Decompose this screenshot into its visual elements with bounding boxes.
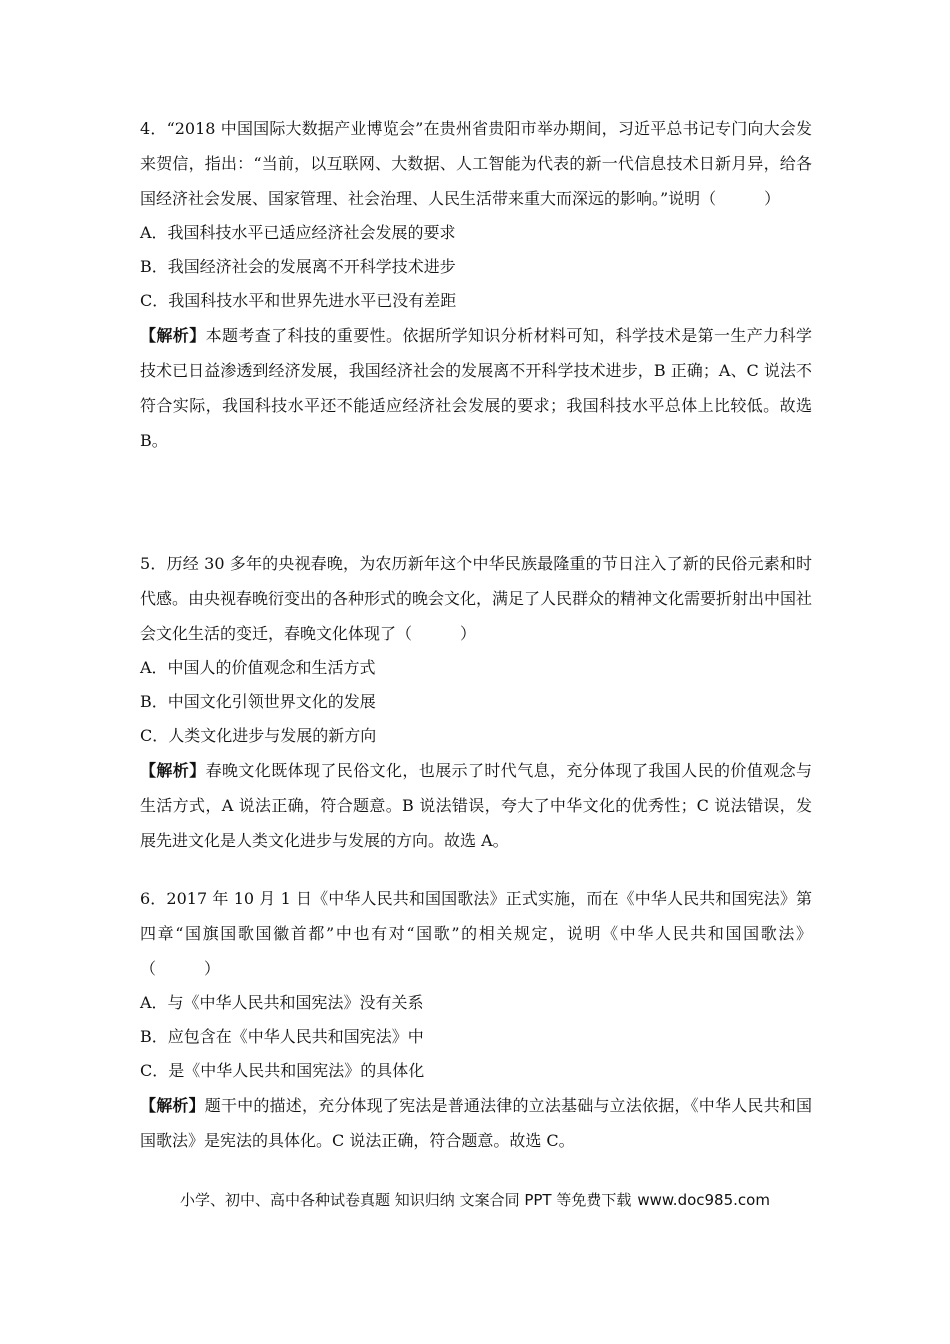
option-c: C．我国科技水平和世界先进水平已没有差距	[140, 291, 457, 310]
option-a: A．我国科技水平已适应经济社会发展的要求	[140, 223, 456, 242]
page-footer	[0, 1189, 950, 1210]
option-b: B．我国经济社会的发展离不开科学技术进步	[140, 257, 456, 276]
footer-link[interactable]: www.doc985.com	[637, 1191, 770, 1209]
option-a: A．与《中华人民共和国宪法》没有关系	[140, 993, 424, 1012]
analysis-tag: 【解析】	[140, 1096, 205, 1115]
analysis-text: 本题考查了科技的重要性。依据所学知识分析材料可知，科学技术是第一生产力科学技术已日益渗透到经济发展，我国经济社会的发展离不开科学技术进步，B 正确；A、C 说法不符合实际，我国科技水平还不能适应经济社会发展的要求；我国科技水平总体上比较低。故选 B。	[140, 326, 812, 450]
analysis-text: 题干中的描述，充分体现了宪法是普通法律的立法基础与立法依据，《中华人民共和国国歌法》是宪法的具体化。C 说法正确，符合题意。故选 C。	[140, 1096, 812, 1150]
analysis-tag: 【解析】	[140, 761, 206, 780]
question-stem: 5．历经 30 多年的央视春晚，为农历新年这个中华民族最隆重的节日注入了新的民俗元素和时代感。由央视春晚衍变出的各种形式的晚会文化，满足了人民群众的精神文化需要折射出中国社会文化生活的变迁，春晚文化体现了（ ）	[140, 554, 813, 643]
option-b: B．中国文化引领世界文化的发展	[140, 692, 376, 711]
question-4	[140, 111, 812, 458]
analysis	[140, 753, 812, 858]
question-6	[140, 881, 812, 1158]
analysis-tag: 【解析】	[140, 326, 206, 345]
option-b: B．应包含在《中华人民共和国宪法》中	[140, 1027, 424, 1046]
question-stem: 6．2017 年 10 月 1 日《中华人民共和国国歌法》正式实施，而在《中华人民共和国宪法》第四章“国旗国歌国徽首都”中也有对“国歌”的相关规定，说明《中华人民共和国国歌法》（ ）	[140, 889, 812, 978]
analysis-text: 春晚文化既体现了民俗文化，也展示了时代气息，充分体现了我国人民的价值观念与生活方式，A 说法正确，符合题意。B 说法错误，夸大了中华文化的优秀性；C 说法错误，发展先进文化是人类文化进步与发展的方向。故选 A。	[140, 761, 812, 850]
question-5	[140, 546, 812, 858]
question-stem: 4．“2018 中国国际大数据产业博览会”在贵州省贵阳市举办期间，习近平总书记专门向大会发来贺信，指出：“当前，以互联网、大数据、人工智能为代表的新一代信息技术日新月异，给各国经济社会发展、国家管理、社会治理、人民生活带来重大而深远的影响。”说明（ ）	[140, 119, 812, 208]
analysis	[140, 318, 812, 458]
footer-text: 小学、初中、高中各种试卷真题 知识归纳 文案合同 PPT 等免费下载	[180, 1191, 632, 1209]
analysis	[140, 1088, 812, 1158]
option-c: C．是《中华人民共和国宪法》的具体化	[140, 1061, 425, 1080]
option-a: A．中国人的价值观念和生活方式	[140, 658, 376, 677]
option-c: C．人类文化进步与发展的新方向	[140, 726, 377, 745]
